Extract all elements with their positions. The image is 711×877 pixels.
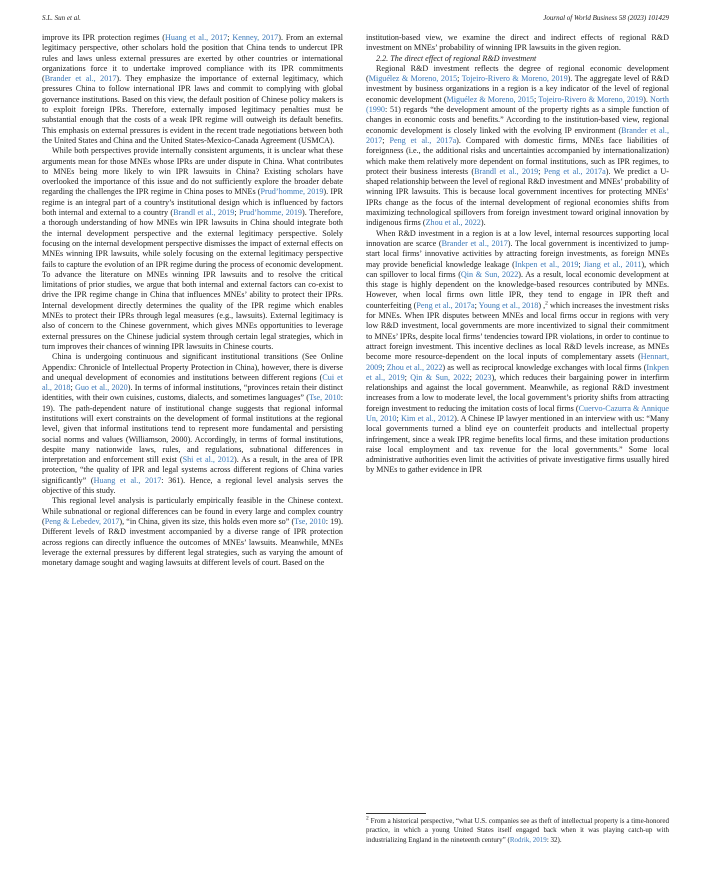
paragraph (42, 352, 343, 496)
text-run: ) as well as reciprocal knowledge exchanges with local firms ( (442, 362, 647, 372)
text-run: ), which can spillover to local firms ( (366, 259, 670, 279)
text-run: ). As a result, in the area of IPR protection, “the quality of IPR and legal systems across different regions of China varies significantly” ( (42, 455, 343, 485)
paragraph (42, 146, 343, 352)
paragraph (366, 64, 669, 229)
section-heading: 2.2. The direct effect of regional R&D investment (376, 53, 537, 63)
text-run: ; (382, 362, 387, 372)
text-run: ; (70, 383, 75, 393)
text-run: ). We predict a U-shaped relationship between the level of regional R&D investment and MNEs’ probability of winning IPR lawsuits. This is because local government incentives for protecting MNEs’ IPRs change as the focus of the internal development of regional economies shifts from maximizing technological spillovers from foreign investment toward original innovation by indigenous firms ( (366, 166, 670, 228)
text-run: ; (234, 208, 239, 218)
footnote-marker[interactable]: 2 (366, 815, 369, 822)
citation-link[interactable]: Shi et al., 2012 (182, 455, 235, 465)
citation-link[interactable]: Qin & Sun, 2022 (410, 372, 470, 382)
text-run: ). The local government is incentivized to jump-start local firms’ innovative activities by attracting foreign investments, as foreign MNEs may provide beneficial knowledge leakage ( (366, 238, 669, 269)
footnote-marker[interactable]: 2 (545, 300, 548, 306)
text-run: ). Compared with domestic firms, MNEs face liabilities of foreignness (i.e., the additional risks and uncertainties accompanied by internationalization) which make them relatively more dependent on formal institutions, such as IPR regimes, to protect their business interests ( (366, 135, 669, 176)
right-column (366, 33, 669, 476)
paragraph (366, 33, 669, 54)
text-run: ; (227, 33, 233, 42)
citation-link[interactable]: Brander et al., 2017 (441, 238, 508, 248)
citation-link[interactable]: Brander et al., 2017 (366, 125, 669, 145)
text-run: : 51) regards “the development amount of the property rights as a simple function of changes in economic costs and benefits.” According to the institution-based view, regional economic development is closely linked with the evolving IP environment ( (366, 105, 669, 135)
text-run: ; (469, 372, 476, 382)
text-run: institution-based view, we examine the direct and indirect effects of regional R&D investment on MNEs’ probability of winning IPR lawsuits in the given region. (366, 33, 669, 53)
citation-link[interactable]: Peng et al., 2017a (416, 300, 475, 310)
header-journal: Journal of World Business 58 (2023) 101429 (543, 14, 669, 22)
text-run: From an external legitimacy perspective, other scholars hold the position that China tends to undercut IPR rules and laws unless external pressures are exerted by other countries or international organizations force it to undertake improved compliance with its IPR commitments ( (42, 33, 343, 84)
header-authors: S.L. Sun et al. (42, 14, 81, 22)
left-column (42, 33, 343, 568)
citation-link[interactable]: 2023 (475, 372, 492, 382)
citation-link[interactable]: Rodrik, 2019 (509, 835, 547, 844)
citation-link[interactable]: Brandl et al., 2019 (474, 166, 539, 176)
text-run: ) , (538, 300, 546, 310)
text-run: ), which reduces their bargaining power in interfirm relationships and against the local government. Meanwhile, as regional R&D investment increases from a low to moderate level, the local government’s priority shifts from attracting foreign investment to reducing the imitation costs of local firms ( (366, 372, 670, 413)
text-run: ). (278, 33, 283, 42)
citation-link[interactable]: Huang et al., 2017 (165, 33, 228, 42)
citation-link[interactable]: Young et al., 2018 (478, 300, 539, 310)
text-run: : 19). Different levels of R&D investment accompanied by a diverse range of IPR protection across regions can directly influence the outcomes of MNEs’ lawsuits. Meanwhile, MNEs leverage the external pressures by different legal strategies, such as varying the amount of monetary damage sought and waging lawsuits at different levels of court. Based on the (42, 516, 343, 568)
paragraph (366, 229, 669, 476)
text-run: From a historical perspective, “what U.S. companies see as theft of intellectual property is a time-honored practice, in which a young United States itself engaged back when it was playing catch-up with industrializing England in the nineteenth century” ( (366, 817, 669, 844)
text-run: ; (538, 166, 544, 176)
text-run: ), “in China, given its size, this holds even more so” ( (119, 516, 295, 526)
text-run: Regional R&D investment reflects the degree of regional economic development ( (366, 63, 669, 84)
footnote (366, 817, 669, 845)
paragraph (42, 496, 343, 568)
text-run: ; (578, 259, 584, 269)
citation-link[interactable]: Guo et al., 2020 (74, 383, 128, 393)
citation-link[interactable]: Miguélez & Moreno, 2015 (446, 94, 534, 104)
citation-link[interactable]: Prud’homme, 2019 (238, 208, 302, 218)
citation-link[interactable]: Miguélez & Moreno, 2015 (368, 74, 458, 84)
text-run: ; (533, 94, 539, 104)
citation-link[interactable]: Brandl et al., 2019 (173, 208, 235, 218)
citation-link[interactable]: Tojeiro-Rivero & Moreno, 2019 (461, 74, 568, 84)
citation-link[interactable]: Huang et al., 2017 (93, 475, 162, 485)
citation-link[interactable]: North (1990 (366, 94, 669, 115)
text-run: This regional level analysis is particularly empirically feasible in the Chinese context. While subnational or regional differences can be found in every large and complex country ( (42, 496, 343, 526)
citation-link[interactable]: Qin & Sun, 2022 (460, 269, 519, 279)
citation-link[interactable]: Zhou et al., 2022 (425, 218, 481, 228)
citation-link[interactable]: Cuervo-Cazurra & Annique Un, 2010 (366, 403, 669, 423)
citation-link[interactable]: Kenney, 2017 (232, 33, 279, 42)
citation-link[interactable]: Prud’homme, 2019 (260, 187, 324, 197)
citation-link[interactable]: Tojeiro-Rivero & Moreno, 2019 (538, 94, 644, 104)
citation-link[interactable]: Tse, 2010 (294, 516, 326, 526)
text-run: ). Therefore, a thorough understanding of how MNEs win IPR lawsuits in China should integrate both the internal development perspective and the external legitimacy perspective. Solely focusing on the internal development perspective dismisses the impact of external effects on MNEs winning IPR lawsuits, while solely focusing on the external legitimacy perspective fails to capture the evolution of an IPR regime during the process of economic development. To advance the literature on MNEs winning IPR lawsuits and to resolve the critical limitations of prior studies, we argue that both internal and external factors can co-exist to drive the IPR regime change in China that influences MNEs’ ability to protect their IPRs. Internal development directly determines the quality of the IPR regime which enables MNEs to protect their IPRs through legal measures (e.g., lawsuits). External legitimacy is also of concern to the Chinese government, which gives MNEs opportunities to leverage external pressures on the Chinese judicial system through certain legal strategies, which in turn improves their chances of winning IPR lawsuits in Chinese courts. (42, 208, 343, 351)
citation-link[interactable]: Tse, 2010 (309, 393, 341, 403)
text-run: : 361). Hence, a regional level analysis serves the objective of this study. (42, 475, 343, 496)
text-run: improve its IPR protection regimes ( (42, 33, 166, 42)
citation-link[interactable]: Kim et al., 2012 (400, 413, 455, 423)
text-run: ). As a result, local economic development at this stage is highly dependent on the knowledge-based resources contributed by MNEs. However, when local firms own little IPR, they tend to engage in IPR theft and counterfeiting ( (366, 269, 669, 310)
citation-link[interactable]: Peng & Lebedev, 2017 (44, 516, 120, 526)
text-run: ; (396, 413, 401, 423)
text-run: When R&D investment in a region is at a low level, internal resources supporting local innovation are scarce ( (366, 228, 669, 248)
text-run: ). (480, 218, 486, 228)
citation-link[interactable]: Peng et al., 2017a (543, 166, 606, 176)
citation-link[interactable]: Peng et al., 2017a (389, 135, 457, 145)
text-run: While both perspectives provide internally consistent arguments, it is unclear what these arguments mean for those MNEs whose IPRs are under dispute in China. What contributes to MNEs being more likely to win IPR lawsuits in China? Existing scholars have overlooked the importance of this issue and do not sufficiently explore the broader debate regarding the challenges the IPR regime in China poses to MNEs ( (42, 146, 343, 197)
text-run: ). The aggregate level of R&D investment by business organizations in a region is a key indicator of the level of regional economic development ( (366, 74, 669, 104)
citation-link[interactable]: Inkpen et al., 2019 (514, 259, 579, 269)
text-run: which increases the investment risks for MNEs. When IPR disputes between MNEs and local firms occur in regions with very low R&D investment, local governments are more incentivized to signal their commitment to MNEs’ IPRs, despite local firms’ tendencies toward IPR violations, in order to continue to attract foreign investment. This incentive declines as local R&D levels increase, as MNEs become more resource-dependent on the local inputs of complementary assets ( (366, 300, 669, 362)
running-header (42, 14, 669, 26)
text-run: ). They emphasize the importance of external legitimacy, which pressures China to follow international IPR laws and commit to complying with global governance institutions. Based on this view, the default position of Chinese policy makers is to exploit foreign IPRs. Therefore, externally imposed legitimacy penalties must be substantial enough that the costs of a weak IPR regime will outweigh its default benefits. This emphasis on external pressures is evident in the recent trade negotiations between both the United States and China and the United States-Mexico-Canada Agreement (USMCA). (42, 74, 343, 145)
text-run: ; (382, 135, 390, 145)
paragraph (42, 33, 343, 146)
text-run: ). (643, 94, 650, 104)
citation-link[interactable]: Inkpen et al., 2019 (366, 362, 669, 382)
text-run: ). In terms of informal institutions, “provinces retain their distinct identities, with their own cuisines, customs, dialects, and sometimes languages” ( (42, 383, 343, 403)
text-run: ). IPR regime is an integral part of a country’s institutional design which is influenced by factors both internal and external to a country ( (42, 187, 343, 218)
text-run: ; (404, 372, 411, 382)
text-run: ). A Chinese IP lawyer mentioned in an interview with us: “Many local governments turned a blind eye on counterfeit products and intellectual property infringement, since a weak IPR regime benefits local firms, and these imitation productions raise local employment and tax revenue for the local governments.” Some local administrative authorities even limit the activities of private investigative firms usually hired by MNEs to gather evidence in IPR (366, 413, 669, 475)
text-run: : 32). (546, 835, 562, 844)
citation-link[interactable]: Brander et al., 2017 (44, 74, 117, 84)
citation-link[interactable]: Hennart, 2009 (366, 352, 669, 372)
text-run: : 19). The path-dependent nature of institutional change suggests that regional informal institutions will exert constraints on the development of formal institutions at the regional level, given that informal institutions tend to represent more fundamental and persisting social norms and values (Williamson, 2000). Accordingly, in terms of formal institutions, despite many nationwide laws, rules, and regulations, subnational differences in interpretation and enforcement still exist ( (42, 393, 343, 465)
citation-link[interactable]: Jiang et al., 2011 (583, 259, 642, 269)
footnote-divider (366, 813, 426, 814)
text-run: ; (457, 74, 462, 84)
text-run: China is undergoing continuous and significant institutional transitions (See Online Appendix: Chronicle of Intellectual Property Protection in China), however, there is diverse and unequal development of economies and institutions between different regions ( (42, 352, 343, 382)
citation-link[interactable]: Zhou et al., 2022 (386, 362, 443, 372)
citation-link[interactable]: Cui et al., 2018 (42, 372, 344, 393)
text-run: ; (474, 300, 479, 310)
